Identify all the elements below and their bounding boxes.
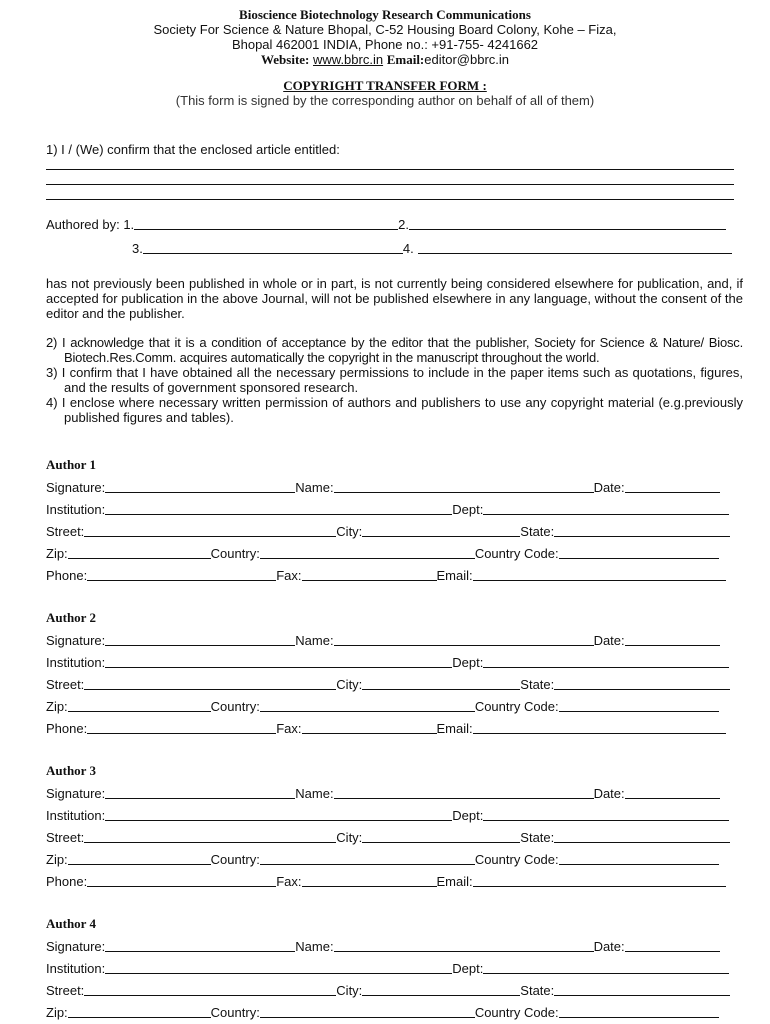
address-row [46, 982, 743, 998]
dept-field[interactable] [483, 807, 729, 821]
fax-label: Fax: [276, 568, 302, 583]
date-field[interactable] [625, 632, 720, 646]
authored-by-label: Authored by: 1. [46, 217, 135, 232]
date-field[interactable] [625, 479, 720, 493]
authored-by-row-1 [46, 216, 743, 232]
article-title-line-2[interactable] [46, 184, 734, 185]
name-label: Name: [295, 939, 334, 954]
country-label: Country: [210, 852, 260, 867]
acknowledgements [46, 335, 743, 425]
fax-field[interactable] [302, 720, 437, 734]
author-heading: Author 1 [46, 457, 96, 472]
city-label: City: [336, 524, 363, 539]
website-link[interactable]: www.bbrc.in [313, 52, 384, 67]
institution-row [46, 654, 743, 670]
city-field[interactable] [362, 829, 520, 843]
phone-field[interactable] [87, 720, 276, 734]
street-field[interactable] [84, 523, 336, 537]
acknowledgement-2: 2) I acknowledge that it is a condition of acceptance by the editor that the publisher, Society for Science & Nature/ Biosc. Biotech.Res.Comm. acquires automatically the copyright in the manuscript throughout the world. [46, 335, 743, 365]
institution-label: Institution: [46, 655, 106, 670]
phone-label: Phone: [46, 568, 88, 583]
fax-field[interactable] [302, 873, 437, 887]
zip-label: Zip: [46, 852, 68, 867]
date-field[interactable] [625, 785, 720, 799]
institution-field[interactable] [105, 501, 452, 515]
signature-field[interactable] [105, 785, 295, 799]
publication-statement: has not previously been published in whole or in part, is not currently being considered elsewhere for publication, and, if accepted for publication in the above Journal, will not be published elsewhere in any language, without the consent of the editor and the publisher. [46, 276, 743, 321]
location-row [46, 698, 743, 714]
email-field[interactable] [473, 720, 726, 734]
state-field[interactable] [554, 982, 730, 996]
country-field[interactable] [260, 1004, 475, 1018]
country-label: Country: [210, 699, 260, 714]
state-label: State: [520, 524, 555, 539]
country-label: Country: [210, 1005, 260, 1020]
address-row [46, 829, 743, 845]
date-label: Date: [593, 786, 625, 801]
fax-field[interactable] [302, 567, 437, 581]
author-number-3: 3. [132, 241, 143, 256]
city-label: City: [336, 830, 363, 845]
dept-label: Dept: [452, 655, 484, 670]
country-field[interactable] [260, 851, 475, 865]
phone-label: Phone: [46, 874, 88, 889]
city-phone: Bhopal 462001 INDIA, Phone no.: +91-755- 4241662 [231, 37, 539, 52]
dept-label: Dept: [452, 961, 484, 976]
institution-field[interactable] [105, 960, 452, 974]
zip-label: Zip: [46, 1005, 68, 1020]
contact-row [46, 873, 743, 889]
authored-by-row-2 [46, 240, 743, 256]
institution-field[interactable] [105, 807, 452, 821]
signature-field[interactable] [105, 632, 295, 646]
form-title: COPYRIGHT TRANSFER FORM : [283, 78, 487, 93]
date-label: Date: [593, 480, 625, 495]
email-label: Email: [436, 874, 473, 889]
signature-label: Signature: [46, 480, 106, 495]
country-code-field[interactable] [559, 698, 719, 712]
street-label: Street: [46, 677, 85, 692]
street-field[interactable] [84, 829, 336, 843]
author-4-name-field[interactable] [418, 240, 732, 254]
author-number-4: 4. [402, 241, 414, 256]
author-3-name-field[interactable] [143, 240, 403, 254]
author-1-name-field[interactable] [134, 216, 398, 230]
country-code-field[interactable] [559, 545, 719, 559]
article-title-line-3[interactable] [46, 199, 734, 200]
confirm-statement: 1) I / (We) confirm that the enclosed article entitled: [46, 142, 340, 157]
article-title-line-1[interactable] [46, 169, 734, 170]
state-field[interactable] [554, 829, 730, 843]
country-code-label: Country Code: [474, 546, 559, 561]
signature-label: Signature: [46, 939, 106, 954]
email-label: Email: [436, 568, 473, 583]
dept-field[interactable] [483, 501, 729, 515]
street-label: Street: [46, 830, 85, 845]
acknowledgement-4: 4) I enclose where necessary written permission of authors and publishers to use any copyright material (e.g.previously published figures and tables). [46, 395, 743, 425]
email-address[interactable]: editor@bbrc.in [424, 52, 510, 67]
author-heading: Author 3 [46, 763, 96, 778]
email-field[interactable] [473, 567, 726, 581]
name-field[interactable] [334, 632, 594, 646]
authored-by-section [46, 216, 743, 256]
institution-label: Institution: [46, 808, 106, 823]
street-field[interactable] [84, 982, 336, 996]
zip-label: Zip: [46, 699, 68, 714]
country-code-field[interactable] [559, 1004, 719, 1018]
date-label: Date: [593, 633, 625, 648]
name-label: Name: [295, 480, 334, 495]
contact-line [0, 52, 770, 67]
city-field[interactable] [362, 523, 520, 537]
name-label: Name: [295, 633, 334, 648]
zip-field[interactable] [68, 545, 211, 559]
location-row [46, 851, 743, 867]
form-subtitle: (This form is signed by the corresponding author on behalf of all of them) [175, 93, 595, 108]
date-field[interactable] [625, 938, 720, 952]
contact-row [46, 720, 743, 736]
signature-row [46, 785, 743, 801]
institution-label: Institution: [46, 502, 106, 517]
country-field[interactable] [260, 545, 475, 559]
contact-row [46, 567, 743, 583]
signature-field[interactable] [105, 479, 295, 493]
location-row [46, 545, 743, 561]
email-label: Email: [436, 721, 473, 736]
location-row [46, 1004, 743, 1020]
author-number-2: 2. [398, 217, 410, 232]
email-label: Email: [386, 52, 425, 67]
phone-field[interactable] [87, 567, 276, 581]
signature-row [46, 632, 743, 648]
institution-field[interactable] [105, 654, 452, 668]
society-address: Society For Science & Nature Bhopal, C-52 Housing Board Colony, Kohe – Fiza, [153, 22, 617, 37]
dept-label: Dept: [452, 808, 484, 823]
street-field[interactable] [84, 676, 336, 690]
fax-label: Fax: [276, 721, 302, 736]
zip-field[interactable] [68, 851, 211, 865]
institution-row [46, 807, 743, 823]
address-row [46, 676, 743, 692]
website-label: Website: [260, 52, 310, 67]
author-heading: Author 2 [46, 610, 96, 625]
address-row [46, 523, 743, 539]
city-field[interactable] [362, 676, 520, 690]
signature-label: Signature: [46, 786, 106, 801]
name-field[interactable] [334, 785, 594, 799]
country-label: Country: [210, 546, 260, 561]
institution-label: Institution: [46, 961, 106, 976]
street-label: Street: [46, 983, 85, 998]
date-label: Date: [593, 939, 625, 954]
city-label: City: [336, 677, 363, 692]
fax-label: Fax: [276, 874, 302, 889]
country-code-label: Country Code: [474, 699, 559, 714]
email-field[interactable] [473, 873, 726, 887]
state-field[interactable] [554, 676, 730, 690]
signature-row [46, 938, 743, 954]
country-code-field[interactable] [559, 851, 719, 865]
author-block-3 [46, 763, 743, 889]
signature-label: Signature: [46, 633, 106, 648]
signature-row [46, 479, 743, 495]
signature-field[interactable] [105, 938, 295, 952]
author-block-1 [46, 457, 743, 583]
institution-row [46, 501, 743, 517]
author-2-name-field[interactable] [409, 216, 726, 230]
state-label: State: [520, 983, 555, 998]
street-label: Street: [46, 524, 85, 539]
country-code-label: Country Code: [474, 1005, 559, 1020]
phone-label: Phone: [46, 721, 88, 736]
name-field[interactable] [334, 479, 594, 493]
acknowledgement-3: 3) I confirm that I have obtained all the necessary permissions to include in the paper items such as quotations, figures, and the results of government sponsored research. [46, 365, 743, 395]
author-heading: Author 4 [46, 916, 96, 931]
city-label: City: [336, 983, 363, 998]
dept-label: Dept: [452, 502, 484, 517]
confirm-section [46, 142, 743, 200]
dept-field[interactable] [483, 960, 729, 974]
institution-row [46, 960, 743, 976]
name-field[interactable] [334, 938, 594, 952]
country-field[interactable] [260, 698, 475, 712]
state-label: State: [520, 830, 555, 845]
zip-label: Zip: [46, 546, 68, 561]
author-block-2 [46, 610, 743, 736]
phone-field[interactable] [87, 873, 276, 887]
journal-title: Bioscience Biotechnology Research Communications [239, 7, 531, 22]
zip-field[interactable] [68, 1004, 211, 1018]
dept-field[interactable] [483, 654, 729, 668]
author-block-4 [46, 916, 743, 1020]
city-field[interactable] [362, 982, 520, 996]
zip-field[interactable] [68, 698, 211, 712]
name-label: Name: [295, 786, 334, 801]
country-code-label: Country Code: [474, 852, 559, 867]
state-label: State: [520, 677, 555, 692]
state-field[interactable] [554, 523, 730, 537]
